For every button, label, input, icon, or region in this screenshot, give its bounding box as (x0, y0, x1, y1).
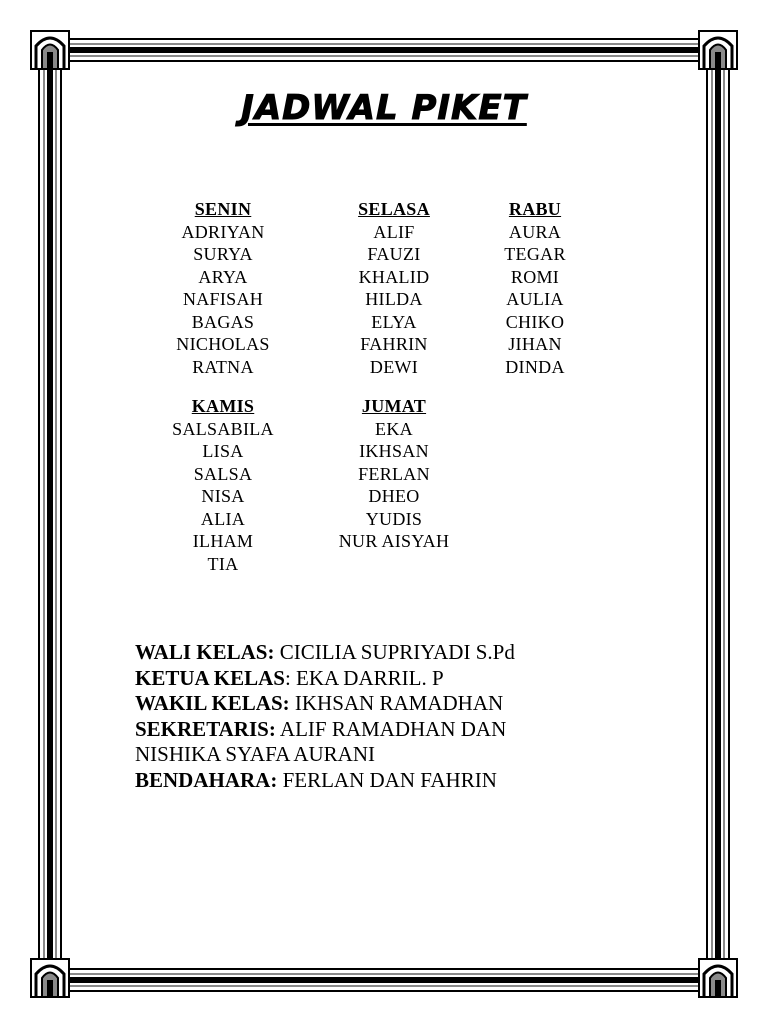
frame-top-bar (56, 38, 712, 62)
officer-row-wali-kelas (135, 640, 635, 666)
officer-value: CICILIA SUPRIYADI S.Pd (274, 640, 515, 664)
list-item: LISA (202, 441, 244, 461)
frame-corner-ornament (698, 958, 738, 998)
list-item: JIHAN (508, 334, 562, 354)
frame-bottom-bar (56, 968, 712, 992)
frame-corner-ornament (30, 30, 70, 70)
list-item: SALSABILA (172, 418, 274, 439)
schedule-column-kamis (143, 395, 303, 575)
list-item: NISA (201, 486, 245, 506)
officer-label: SEKRETARIS: (135, 716, 276, 741)
list-item: FERLAN (358, 463, 430, 484)
list-item: ELYA (371, 311, 417, 332)
day-heading: JUMAT (361, 396, 427, 416)
day-heading: KAMIS (191, 396, 255, 416)
list-item: EKA (375, 418, 413, 439)
list-item: ARYA (198, 266, 248, 287)
list-item: ADRIYAN (181, 221, 265, 242)
officer-label: BENDAHARA: (135, 767, 278, 792)
officer-row-ketua-kelas (135, 666, 635, 692)
officer-label: WAKIL KELAS: (135, 691, 290, 715)
frame-corner-ornament (698, 30, 738, 70)
officer-value: FERLAN DAN FAHRIN (277, 767, 497, 792)
list-item: SURYA (193, 244, 253, 264)
list-item: ROMI (510, 266, 560, 287)
schedule-column-senin (143, 198, 303, 378)
officer-value: IKHSAN RAMADHAN (289, 691, 504, 715)
list-item: BAGAS (191, 311, 255, 332)
frame-corner-ornament (30, 958, 70, 998)
day-heading: SENIN (194, 199, 252, 219)
officer-value: : EKA DARRIL. P (284, 665, 444, 690)
officer-value: ALIF RAMADHAN DAN (275, 716, 507, 741)
officer-row-sekretaris (135, 717, 635, 743)
list-item: HILDA (365, 289, 423, 309)
list-item: TIA (207, 553, 239, 574)
list-item: RATNA (192, 356, 254, 377)
list-item: ALIA (200, 508, 246, 529)
officer-row-bendahara (135, 768, 635, 794)
class-officers (135, 640, 635, 793)
page-title (0, 88, 768, 128)
frame-left-bar (38, 56, 62, 968)
list-item: AURA (508, 221, 562, 242)
list-item: ALIF (373, 221, 415, 242)
officer-label: KETUA KELAS (135, 665, 285, 690)
list-item: TEGAR (504, 244, 566, 264)
schedule-column-rabu (455, 198, 615, 378)
title-text: JADWAL PIKET (241, 88, 527, 128)
officer-value: NISHIKA SYAFA AURANI (135, 742, 375, 766)
list-item: DINDA (505, 356, 565, 377)
list-item: FAUZI (367, 244, 421, 264)
list-item: DHEO (368, 486, 420, 506)
list-item: FAHRIN (360, 334, 428, 354)
list-item: NAFISAH (182, 289, 264, 309)
frame-right-bar (706, 56, 730, 968)
list-item: ILHAM (192, 531, 254, 551)
day-heading: RABU (508, 199, 562, 219)
list-item: NICHOLAS (176, 334, 270, 354)
officer-label: WALI KELAS: (135, 640, 275, 664)
officer-row-sekretaris-cont (135, 742, 635, 768)
list-item: DEWI (369, 356, 419, 377)
list-item: IKHSAN (359, 441, 429, 461)
list-item: AULIA (506, 289, 564, 309)
schedule-column-selasa (314, 198, 474, 378)
schedule-column-jumat (314, 395, 474, 553)
list-item: SALSA (193, 463, 253, 484)
list-item: NUR AISYAH (338, 531, 450, 551)
list-item: CHIKO (505, 311, 565, 332)
day-heading: SELASA (358, 199, 430, 219)
list-item: KHALID (358, 266, 430, 287)
officer-row-wakil-kelas (135, 691, 635, 717)
list-item: YUDIS (365, 508, 423, 529)
